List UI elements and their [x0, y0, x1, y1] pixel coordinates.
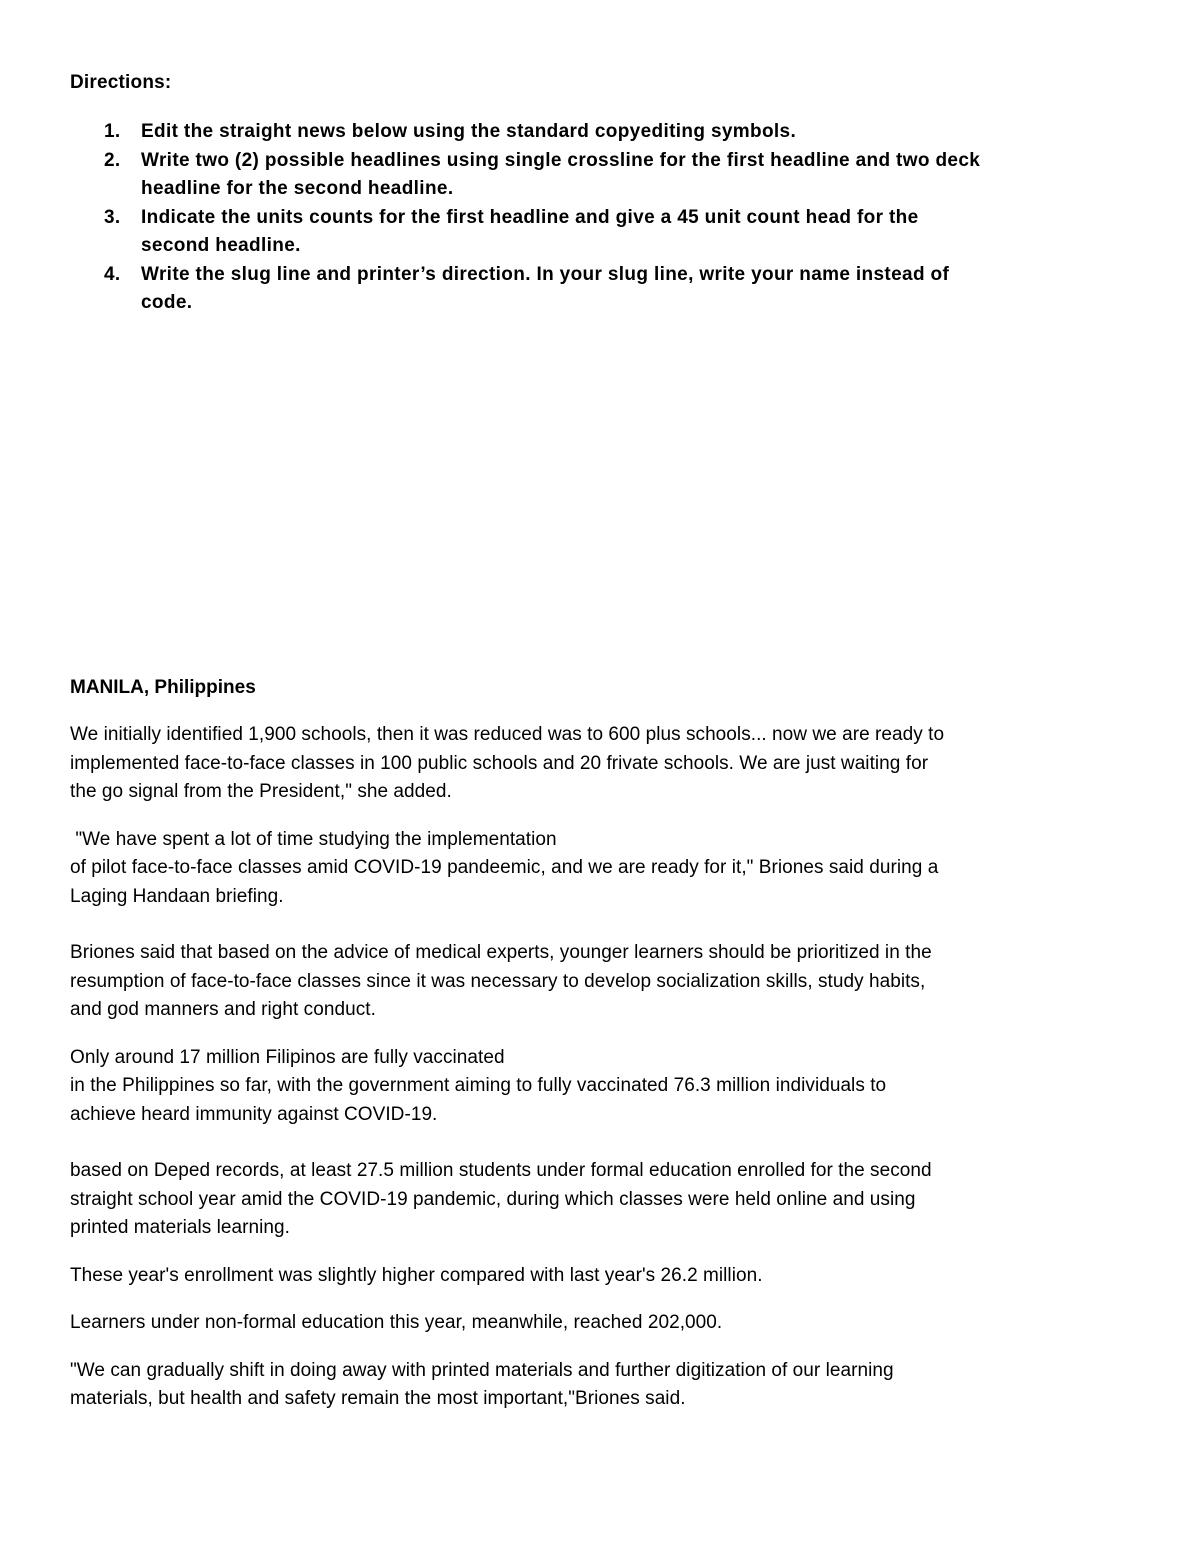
article-paragraph — [70, 1157, 1070, 1243]
direction-item-1 — [70, 118, 1080, 147]
paragraph-line: the go signal from the President," she added. — [70, 781, 452, 802]
directions-heading: Directions: — [70, 72, 172, 93]
paragraph-line: materials, but health and safety remain the most important,"Briones said. — [70, 1388, 686, 1409]
paragraph-line: These year's enrollment was slightly higher compared with last year's 26.2 million. — [70, 1264, 763, 1286]
direction-text-line: Indicate the units counts for the first headline and give a 45 unit count head for the — [141, 206, 919, 228]
article-paragraph — [70, 1262, 1070, 1291]
article-dateline: MANILA, Philippines — [70, 677, 256, 698]
paragraph-line: resumption of face-to-face classes since it was necessary to develop socialization skills, study habits, — [70, 970, 926, 992]
paragraph-line: implemented face-to-face classes in 100 public schools and 20 frivate schools. We are just waiting for — [70, 752, 929, 774]
direction-number: 3. — [104, 206, 121, 228]
article-paragraph — [70, 826, 1070, 912]
article-paragraph — [70, 1044, 1070, 1130]
directions-list — [70, 118, 1080, 318]
paragraph-line: printed materials learning. — [70, 1217, 290, 1238]
direction-item-2 — [70, 147, 1080, 204]
direction-number: 4. — [104, 263, 121, 285]
direction-item-3 — [70, 204, 1080, 261]
article-paragraph — [70, 721, 1070, 807]
paragraph-line: achieve heard immunity against COVID-19. — [70, 1103, 438, 1125]
paragraph-line: Briones said that based on the advice of medical experts, younger learners should be prioritized in the — [70, 942, 932, 963]
paragraph-line: in the Philippines so far, with the government aiming to fully vaccinated 76.3 million individuals to — [70, 1075, 887, 1096]
article-paragraph — [70, 1357, 1070, 1414]
direction-text-line: headline for the second headline. — [141, 178, 454, 199]
direction-number: 2. — [104, 149, 121, 171]
paragraph-line: and god manners and right conduct. — [70, 999, 376, 1020]
paragraph-line: of pilot face-to-face classes amid COVID-19 pandeemic, and we are ready for it," Briones said during a — [70, 857, 939, 878]
direction-text-line: second headline. — [141, 235, 301, 256]
direction-text-line: code. — [141, 292, 193, 313]
direction-number: 1. — [104, 121, 121, 142]
paragraph-line: Laging Handaan briefing. — [70, 885, 284, 907]
paragraph-line: straight school year amid the COVID-19 pandemic, during which classes were held online and using — [70, 1188, 916, 1210]
article-paragraph — [70, 939, 1070, 1025]
article-paragraph — [70, 1309, 1070, 1338]
paragraph-line: "We can gradually shift in doing away with printed materials and further digitization of our learning — [70, 1359, 894, 1381]
news-article — [70, 674, 1070, 1433]
paragraph-line: "We have spent a lot of time studying the implementation — [70, 828, 557, 850]
direction-item-4 — [70, 261, 1080, 318]
direction-text-line: Edit the straight news below using the standard copyediting symbols. — [141, 121, 797, 142]
paragraph-line: based on Deped records, at least 27.5 million students under formal education enrolled for the second — [70, 1160, 932, 1181]
direction-text-line: Write two (2) possible headlines using single crossline for the first headline and two deck — [141, 149, 981, 171]
direction-text-line: Write the slug line and printer’s direction. In your slug line, write your name instead of — [141, 263, 950, 285]
paragraph-line: Learners under non-formal education this year, meanwhile, reached 202,000. — [70, 1312, 723, 1333]
paragraph-line: Only around 17 million Filipinos are fully vaccinated — [70, 1046, 505, 1068]
paragraph-line: We initially identified 1,900 schools, then it was reduced was to 600 plus schools... now we are ready to — [70, 724, 945, 745]
